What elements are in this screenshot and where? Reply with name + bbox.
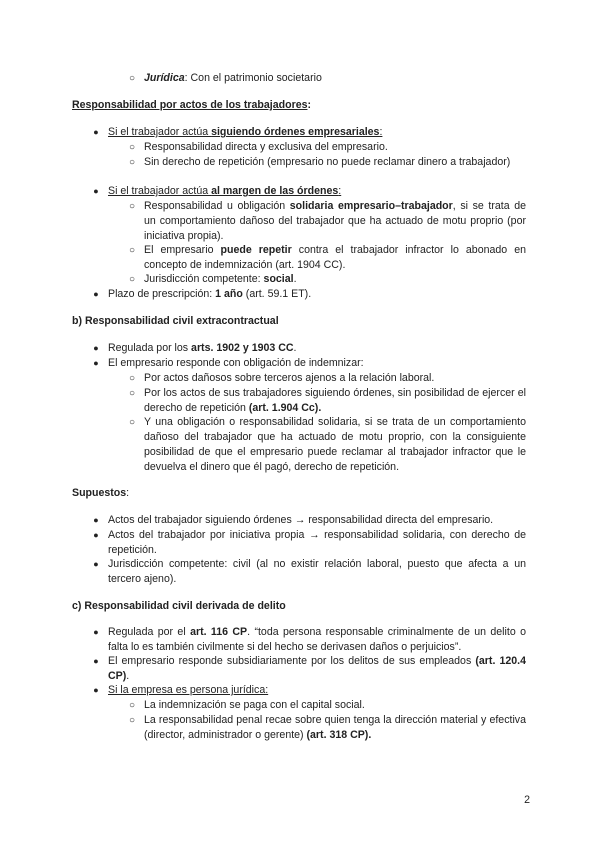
bullet: ●: [93, 559, 99, 569]
plazo-item: Plazo de prescripción: 1 año (art. 59.1 ET).: [108, 288, 312, 300]
juridica-item: Jurídica: Con el patrimonio societario: [144, 72, 322, 84]
sub-bullet: ○: [128, 245, 136, 256]
supuestos-item-1: Actos del trabajador siguiendo órdenes → responsabilidad directa del empresario.: [108, 514, 494, 526]
margen-item: Si el trabajador actúa al margen de las órdenes:: [108, 185, 342, 197]
bullet: ●: [93, 530, 99, 540]
sub-bullet: ○: [128, 715, 136, 726]
sub-bullet: ○: [128, 142, 136, 153]
sub-bullet: ○: [128, 157, 136, 168]
extracontractual-sub-1: Por actos dañosos sobre terceros ajenos a la relación laboral.: [144, 372, 435, 384]
extracontractual-sub-2: Por los actos de sus trabajadores siguiendo órdenes, sin posibilidad de ejercer el derecho de repetición (art. 1.904 Cc).: [144, 387, 526, 414]
bullet: ●: [93, 127, 99, 137]
sub-bullet: ○: [128, 417, 136, 428]
margen-sub-1: Responsabilidad u obligación solidaria empresario–trabajador, si se trata de un comportamiento dañoso del trabajador que ha actuado de motu proprio (por iniciativa propia).: [144, 200, 526, 242]
sub-bullet: ○: [128, 201, 136, 212]
page-number: 2: [524, 794, 530, 806]
heading-supuestos: Supuestos:: [72, 487, 130, 499]
supuestos-item-3: Jurisdicción competente: civil (al no existir relación laboral, puesto que afecta a un tercero ajeno).: [108, 558, 526, 585]
heading-trabajadores: Responsabilidad por actos de los trabajadores:: [72, 99, 312, 111]
delito-sub-2: La responsabilidad penal recae sobre quien tenga la dirección material y efectiva (director, administrador o gerente) (art. 318 CP).: [144, 714, 526, 741]
sub-bullet: ○: [128, 73, 136, 84]
extracontractual-item-1: Regulada por los arts. 1902 y 1903 CC.: [108, 342, 297, 354]
bullet: ●: [93, 186, 99, 196]
delito-item-2: El empresario responde subsidiariamente por los delitos de sus empleados (art. 120.4 CP).: [108, 655, 527, 682]
sub-bullet: ○: [128, 274, 136, 285]
ordenes-sub-2: Sin derecho de repetición (empresario no puede reclamar dinero a trabajador): [144, 156, 511, 168]
ordenes-item: Si el trabajador actúa siguiendo órdenes empresariales:: [108, 126, 383, 138]
delito-item-1: Regulada por el art. 116 CP. “toda persona responsable criminalmente de un delito o falta lo es también civilmente si del hecho se derivasen daños o perjuicios”.: [108, 626, 526, 653]
extracontractual-sub-3: Y una obligación o responsabilidad solidaria, si se trata de un comportamiento dañoso del trabajador que ha actuado de motu proprio, con la consiguiente posibilidad de que el empresario puede reclamar al trabajador infractor que le devuelva el dinero que él pagó, derecho de repetición.: [144, 416, 526, 473]
bullet: ●: [93, 515, 99, 525]
bullet: ●: [93, 289, 99, 299]
delito-item-3: Si la empresa es persona jurídica:: [108, 684, 269, 696]
bullet: ●: [93, 627, 99, 637]
bullet: ●: [93, 358, 99, 368]
heading-extracontractual: b) Responsabilidad civil extracontractual: [72, 315, 279, 327]
margen-sub-2: El empresario puede repetir contra el trabajador infractor lo abonado en concepto de indemnización (art. 1904 CC).: [144, 244, 526, 271]
bullet: ●: [93, 343, 99, 353]
supuestos-item-2: Actos del trabajador por iniciativa propia → responsabilidad solidaria, con derecho de repetición.: [108, 529, 526, 556]
bullet: ●: [93, 685, 99, 695]
bullet: ●: [93, 656, 99, 666]
margen-sub-3: Jurisdicción competente: social.: [144, 273, 297, 285]
ordenes-sub-1: Responsabilidad directa y exclusiva del empresario.: [144, 141, 388, 153]
delito-sub-1: La indemnización se paga con el capital social.: [144, 699, 365, 711]
sub-bullet: ○: [128, 388, 136, 399]
sub-bullet: ○: [128, 373, 136, 384]
extracontractual-item-2: El empresario responde con obligación de indemnizar:: [108, 357, 364, 369]
sub-bullet: ○: [128, 700, 136, 711]
heading-delito: c) Responsabilidad civil derivada de delito: [72, 600, 286, 612]
